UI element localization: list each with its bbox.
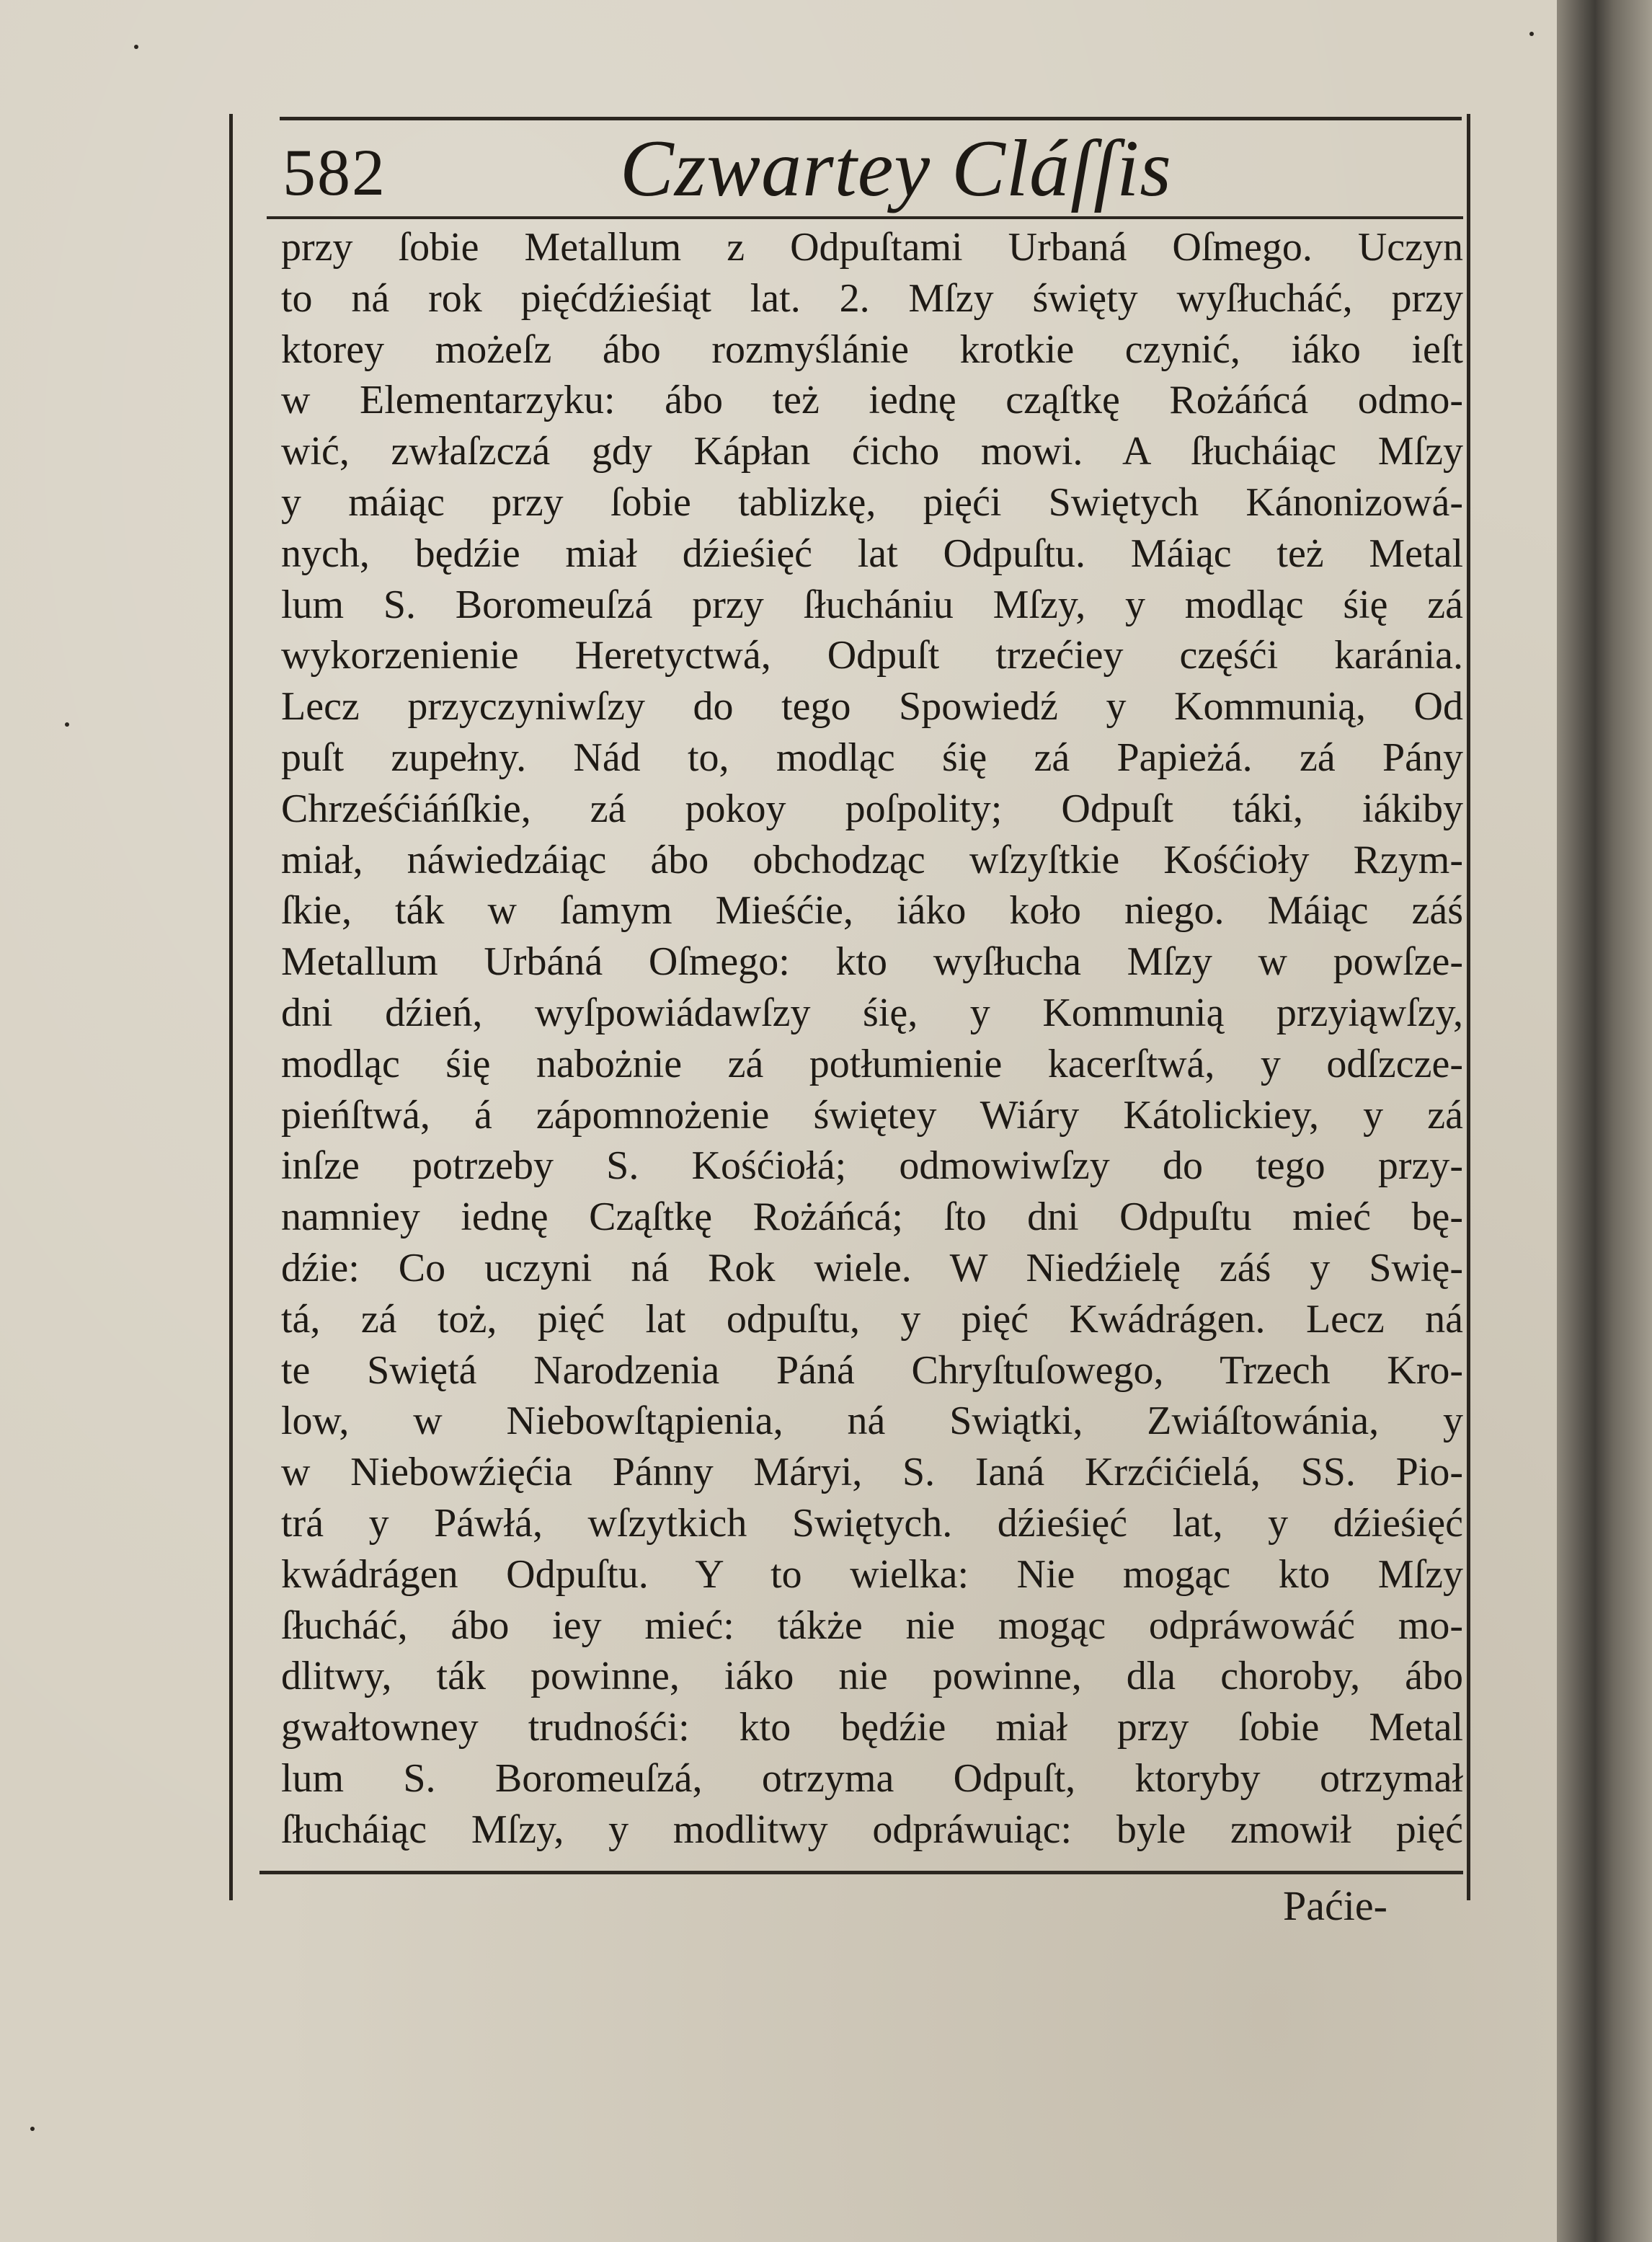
text-line: nych, będźie miał dźieśięć lat Odpuſtu. Máiąc też Metal	[281, 531, 1463, 576]
text-line: kwádrágen Odpuſtu. Y to wielka: Nie mogąc kto Mſzy	[281, 1551, 1463, 1597]
text-line: Metallum Urbáná Oſmego: kto wyſłucha Mſzy w powſze-	[281, 939, 1463, 985]
text-line: te Swiętá Narodzenia Páná Chryſtuſowego, Trzech Kro-	[281, 1347, 1463, 1393]
text-line: ktorey możeſz ábo rozmyślánie krotkie czynić, iáko ieſt	[281, 327, 1463, 372]
ink-speck	[30, 2127, 35, 2131]
text-line: gwałtowney trudnośći: kto będźie miał przy ſobie Metal	[281, 1705, 1463, 1750]
text-line: lum S. Boromeuſzá, otrzyma Odpuſt, ktoryby otrzymał	[281, 1755, 1463, 1801]
running-title: Czwartey Cláſſis	[620, 124, 1172, 213]
text-line: namniey iednę Cząſtkę Rożáńcá; ſto dni Odpuſtu mieć bę-	[281, 1195, 1463, 1240]
book-gutter	[1557, 0, 1652, 2242]
text-line: wić, zwłaſzczá gdy Kápłan ćicho mowi. A ſłucháiąc Mſzy	[281, 429, 1463, 474]
text-line: low, w Niebowſtąpienia, ná Swiątki, Zwiáſtowánia, y	[281, 1399, 1463, 1444]
footer-rule	[259, 1871, 1463, 1874]
text-line: przy ſobie Metallum z Odpuſtami Urbaná Oſmego. Uczyn	[281, 225, 1463, 270]
text-line: dlitwy, ták powinne, iáko nie powinne, dla choroby, ábo	[281, 1654, 1463, 1699]
text-line: puſt zupełny. Nád to, modląc śię zá Papieżá. zá Pány	[281, 735, 1463, 780]
body-text	[281, 222, 1463, 1858]
text-line: wykorzenienie Heretyctwá, Odpuſt trzećiey częśći karánia.	[281, 633, 1463, 678]
text-line: dźie: Co uczyni ná Rok wiele. W Niedźielę záś y Swię-	[281, 1245, 1463, 1290]
text-line: y máiąc przy ſobie tablizkę, pięći Swiętych Kánonizowá-	[281, 479, 1463, 525]
text-line: ſkie, ták w ſamym Mieśćie, iáko koło niego. Máiąc záś	[281, 888, 1463, 934]
text-line: w Niebowźięćia Pánny Máryi, S. Ianá Krzćićielá, SS. Pio-	[281, 1450, 1463, 1495]
text-line: tá, zá toż, pięć lat odpuſtu, y pięć Kwádrágen. Lecz ná	[281, 1296, 1463, 1342]
text-line: pieńſtwá, á zápomnożenie świętey Wiáry Kátolickiey, y zá	[281, 1092, 1463, 1138]
text-line: to ná rok pięćdźieśiąt lat. 2. Mſzy święty wyſłucháć, przy	[281, 275, 1463, 321]
text-line: trá y Páwłá, wſzytkich Swiętych. dźieśięć lat, y dźieśięć	[281, 1500, 1463, 1546]
text-line: Chrześćiáńſkie, zá pokoy poſpolity; Odpuſt táki, iákiby	[281, 786, 1463, 831]
text-line: w Elementarzyku: ábo też iednę cząſtkę Rożáńcá odmo-	[281, 378, 1463, 423]
ink-speck	[1529, 32, 1534, 36]
page-number: 582	[283, 136, 386, 209]
text-line: miał, náwiedzáiąc ábo obchodząc wſzyſtkie Kośćioły Rzym-	[281, 837, 1463, 882]
text-line: Lecz przyczyniwſzy do tego Spowiedź y Kommunią, Od	[281, 684, 1463, 730]
ink-speck	[134, 45, 138, 49]
text-line: ſłucháć, ábo iey mieć: tákże nie mogąc odpráwowáć mo-	[281, 1603, 1463, 1648]
text-line: lum S. Boromeuſzá przy ſłuchániu Mſzy, y modląc śię zá	[281, 582, 1463, 627]
ink-speck	[65, 722, 69, 727]
header-underline-rule	[267, 216, 1463, 219]
text-line: dni dźień, wyſpowiádawſzy śię, y Kommunią przyiąwſzy,	[281, 990, 1463, 1035]
text-line: ſłucháiąc Mſzy, y modlitwy odpráwuiąc: byle zmowił pięć	[281, 1807, 1463, 1852]
text-line: modląc śię nabożnie zá potłumienie kacerſtwá, y odſzcze-	[281, 1041, 1463, 1086]
text-line: inſze potrzeby S. Kośćiołá; odmowiwſzy do tego przy-	[281, 1143, 1463, 1189]
header-rule	[280, 117, 1462, 120]
catchword: Paćie-	[1283, 1882, 1387, 1929]
